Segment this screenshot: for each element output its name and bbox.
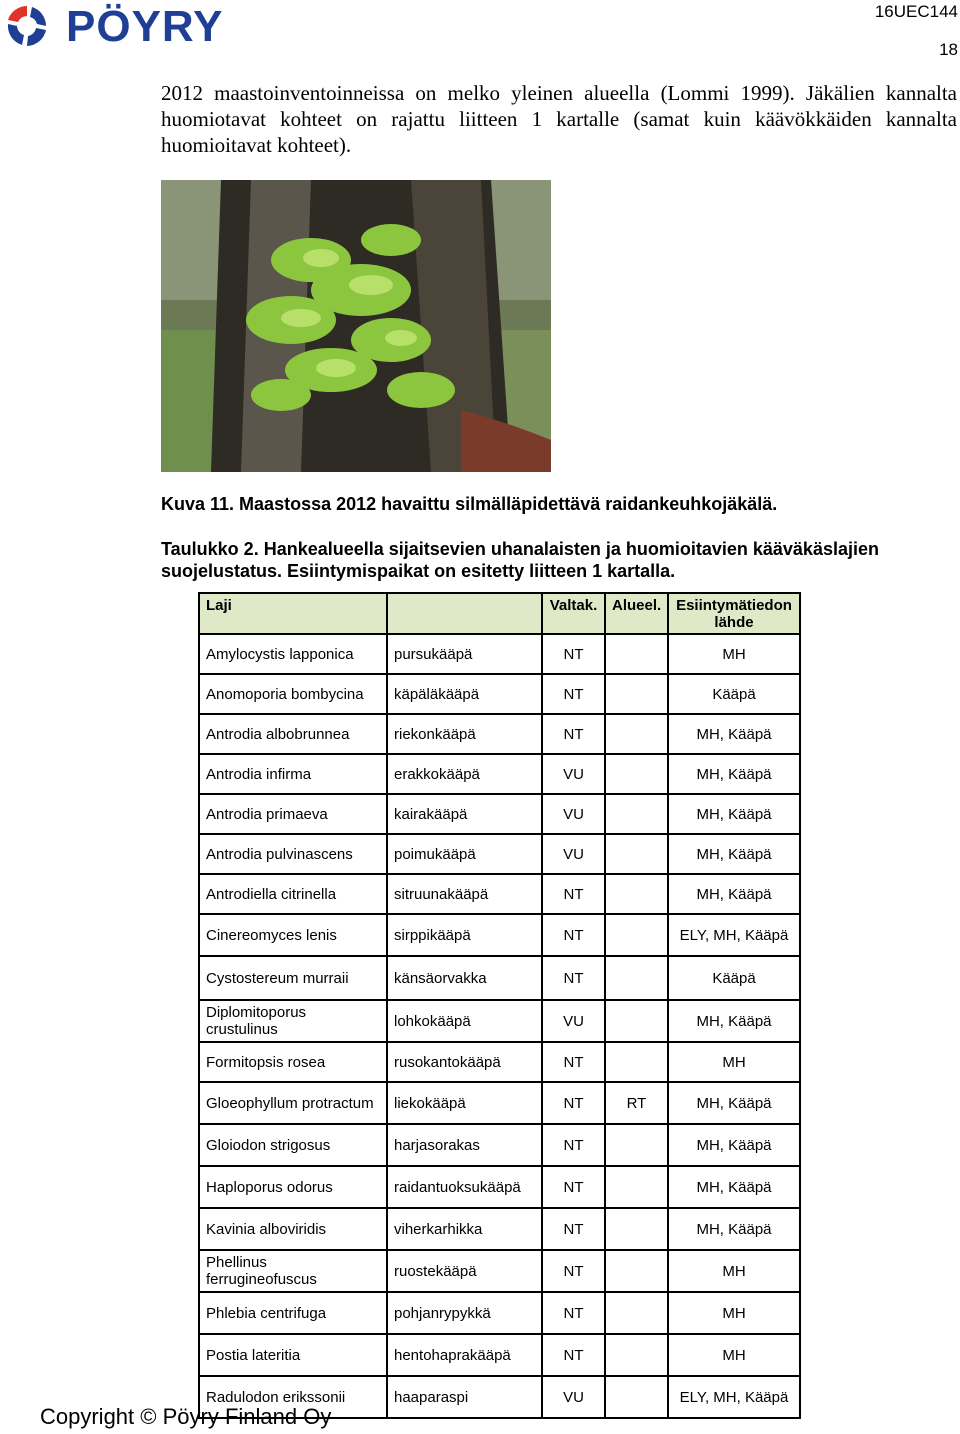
species-finnish-name: känsäorvakka bbox=[387, 956, 542, 1000]
species-scientific-name: Postia lateritia bbox=[199, 1334, 387, 1376]
species-finnish-name: viherkarhikka bbox=[387, 1208, 542, 1250]
species-scientific-name: Gloiodon strigosus bbox=[199, 1124, 387, 1166]
page-number: 18 bbox=[939, 40, 958, 59]
species-scientific-name: Anomoporia bombycina bbox=[199, 674, 387, 714]
table-title: Taulukko 2. Hankealueella sijaitsevien uhanalaisten ja huomioitavien kääväkäslajien suojelustatus. Esiintymispaikat on esitetty liitteen 1 kartalla. bbox=[161, 539, 879, 581]
national-status: NT bbox=[542, 1334, 605, 1376]
national-status: NT bbox=[542, 634, 605, 674]
table-row bbox=[199, 1042, 800, 1082]
table-row bbox=[199, 874, 800, 914]
poyry-wordmark: PÖYRY bbox=[66, 2, 224, 51]
source: Kääpä bbox=[668, 956, 800, 1000]
lichen-photo bbox=[161, 180, 551, 472]
national-status: NT bbox=[542, 1292, 605, 1334]
species-scientific-name: Antrodia primaeva bbox=[199, 794, 387, 834]
national-status: VU bbox=[542, 794, 605, 834]
source: ELY, MH, Kääpä bbox=[668, 1376, 800, 1418]
table-row bbox=[199, 1208, 800, 1250]
regional-status bbox=[605, 714, 668, 754]
species-scientific-name: Antrodia infirma bbox=[199, 754, 387, 794]
header-source: Esiintymätiedon lähde bbox=[668, 593, 800, 634]
regional-status bbox=[605, 1334, 668, 1376]
table-row bbox=[199, 1124, 800, 1166]
national-status: VU bbox=[542, 754, 605, 794]
species-scientific-name: Antrodiella citrinella bbox=[199, 874, 387, 914]
national-status: NT bbox=[542, 914, 605, 956]
source: MH, Kääpä bbox=[668, 1208, 800, 1250]
species-finnish-name: hentohaprakääpä bbox=[387, 1334, 542, 1376]
figure-caption: Kuva 11. Maastossa 2012 havaittu silmälläpidettävä raidankeuhkojäkälä. bbox=[161, 494, 778, 514]
national-status: VU bbox=[542, 834, 605, 874]
source: MH bbox=[668, 634, 800, 674]
regional-status bbox=[605, 1124, 668, 1166]
table-row bbox=[199, 1250, 800, 1292]
species-finnish-name: raidantuoksukääpä bbox=[387, 1166, 542, 1208]
source: MH, Kääpä bbox=[668, 1124, 800, 1166]
regional-status bbox=[605, 834, 668, 874]
source: MH, Kääpä bbox=[668, 714, 800, 754]
regional-status bbox=[605, 794, 668, 834]
body-paragraph: 2012 maastoinventoinneissa on melko yleinen alueella (Lommi 1999). Jäkälien kannalta huomiotavat kohteet on rajattu liitteen 1 kartalle (samat kuin käävökkäiden kannalta huomioitavat kohteet). bbox=[161, 81, 957, 157]
table-row bbox=[199, 1166, 800, 1208]
source: ELY, MH, Kääpä bbox=[668, 914, 800, 956]
source: MH bbox=[668, 1250, 800, 1292]
national-status: NT bbox=[542, 714, 605, 754]
species-finnish-name: haaparaspi bbox=[387, 1376, 542, 1418]
species-finnish-name: kairakääpä bbox=[387, 794, 542, 834]
source: MH bbox=[668, 1042, 800, 1082]
regional-status: RT bbox=[605, 1082, 668, 1124]
regional-status bbox=[605, 1166, 668, 1208]
species-finnish-name: pohjanrypykkä bbox=[387, 1292, 542, 1334]
table-header-row bbox=[199, 593, 800, 634]
regional-status bbox=[605, 956, 668, 1000]
species-scientific-name: Radulodon erikssonii bbox=[199, 1376, 387, 1418]
national-status: NT bbox=[542, 1124, 605, 1166]
table-row bbox=[199, 674, 800, 714]
regional-status bbox=[605, 914, 668, 956]
source: MH, Kääpä bbox=[668, 1166, 800, 1208]
footer-copyright: Copyright © Pöyry Finland Oy bbox=[40, 1404, 332, 1429]
national-status: NT bbox=[542, 1082, 605, 1124]
species-finnish-name: lohkokääpä bbox=[387, 1000, 542, 1042]
species-finnish-name: ruostekääpä bbox=[387, 1250, 542, 1292]
species-scientific-name: Amylocystis lapponica bbox=[199, 634, 387, 674]
species-scientific-name: Gloeophyllum protractum bbox=[199, 1082, 387, 1124]
regional-status bbox=[605, 1376, 668, 1418]
source: Kääpä bbox=[668, 674, 800, 714]
species-scientific-name: Diplomitoporus crustulinus bbox=[199, 1000, 387, 1042]
regional-status bbox=[605, 1208, 668, 1250]
regional-status bbox=[605, 754, 668, 794]
national-status: NT bbox=[542, 1250, 605, 1292]
national-status: NT bbox=[542, 1208, 605, 1250]
regional-status bbox=[605, 1042, 668, 1082]
regional-status bbox=[605, 1250, 668, 1292]
species-table bbox=[198, 592, 801, 1419]
species-finnish-name: pursukääpä bbox=[387, 634, 542, 674]
header-alueel: Alueel. bbox=[605, 593, 668, 634]
table-row bbox=[199, 834, 800, 874]
species-scientific-name: Phlebia centrifuga bbox=[199, 1292, 387, 1334]
source: MH, Kääpä bbox=[668, 754, 800, 794]
species-finnish-name: rusokantokääpä bbox=[387, 1042, 542, 1082]
table-row bbox=[199, 634, 800, 674]
table-row bbox=[199, 1292, 800, 1334]
source: MH, Kääpä bbox=[668, 874, 800, 914]
national-status: NT bbox=[542, 1042, 605, 1082]
poyry-logo bbox=[2, 2, 252, 50]
species-scientific-name: Cinereomyces lenis bbox=[199, 914, 387, 956]
species-scientific-name: Kavinia alboviridis bbox=[199, 1208, 387, 1250]
source: MH bbox=[668, 1292, 800, 1334]
species-finnish-name: erakkokääpä bbox=[387, 754, 542, 794]
species-finnish-name: käpäläkääpä bbox=[387, 674, 542, 714]
regional-status bbox=[605, 874, 668, 914]
national-status: VU bbox=[542, 1000, 605, 1042]
species-scientific-name: Phellinus ferrugineofuscus bbox=[199, 1250, 387, 1292]
national-status: NT bbox=[542, 674, 605, 714]
source: MH, Kääpä bbox=[668, 794, 800, 834]
species-scientific-name: Formitopsis rosea bbox=[199, 1042, 387, 1082]
source: MH, Kääpä bbox=[668, 1000, 800, 1042]
national-status: VU bbox=[542, 1376, 605, 1418]
regional-status bbox=[605, 1000, 668, 1042]
species-finnish-name: riekonkääpä bbox=[387, 714, 542, 754]
source: MH bbox=[668, 1334, 800, 1376]
table-row bbox=[199, 794, 800, 834]
species-finnish-name: harjasorakas bbox=[387, 1124, 542, 1166]
table-row bbox=[199, 1334, 800, 1376]
header-laji: Laji bbox=[199, 593, 387, 634]
species-finnish-name: sirppikääpä bbox=[387, 914, 542, 956]
table-row bbox=[199, 914, 800, 956]
national-status: NT bbox=[542, 956, 605, 1000]
species-finnish-name: poimukääpä bbox=[387, 834, 542, 874]
species-finnish-name: sitruunakääpä bbox=[387, 874, 542, 914]
regional-status bbox=[605, 1292, 668, 1334]
header-common-name bbox=[387, 593, 542, 634]
header-valtak: Valtak. bbox=[542, 593, 605, 634]
species-scientific-name: Antrodia albobrunnea bbox=[199, 714, 387, 754]
species-scientific-name: Haploporus odorus bbox=[199, 1166, 387, 1208]
source: MH, Kääpä bbox=[668, 1082, 800, 1124]
species-finnish-name: liekokääpä bbox=[387, 1082, 542, 1124]
national-status: NT bbox=[542, 874, 605, 914]
document-code: 16UEC144 bbox=[874, 2, 958, 21]
poyry-logo-mark-icon bbox=[2, 2, 52, 50]
regional-status bbox=[605, 634, 668, 674]
table-row bbox=[199, 714, 800, 754]
table-row bbox=[199, 956, 800, 1000]
table-row bbox=[199, 1082, 800, 1124]
regional-status bbox=[605, 674, 668, 714]
source: MH, Kääpä bbox=[668, 834, 800, 874]
species-scientific-name: Antrodia pulvinascens bbox=[199, 834, 387, 874]
national-status: NT bbox=[542, 1166, 605, 1208]
species-scientific-name: Cystostereum murraii bbox=[199, 956, 387, 1000]
table-row bbox=[199, 754, 800, 794]
table-row bbox=[199, 1000, 800, 1042]
